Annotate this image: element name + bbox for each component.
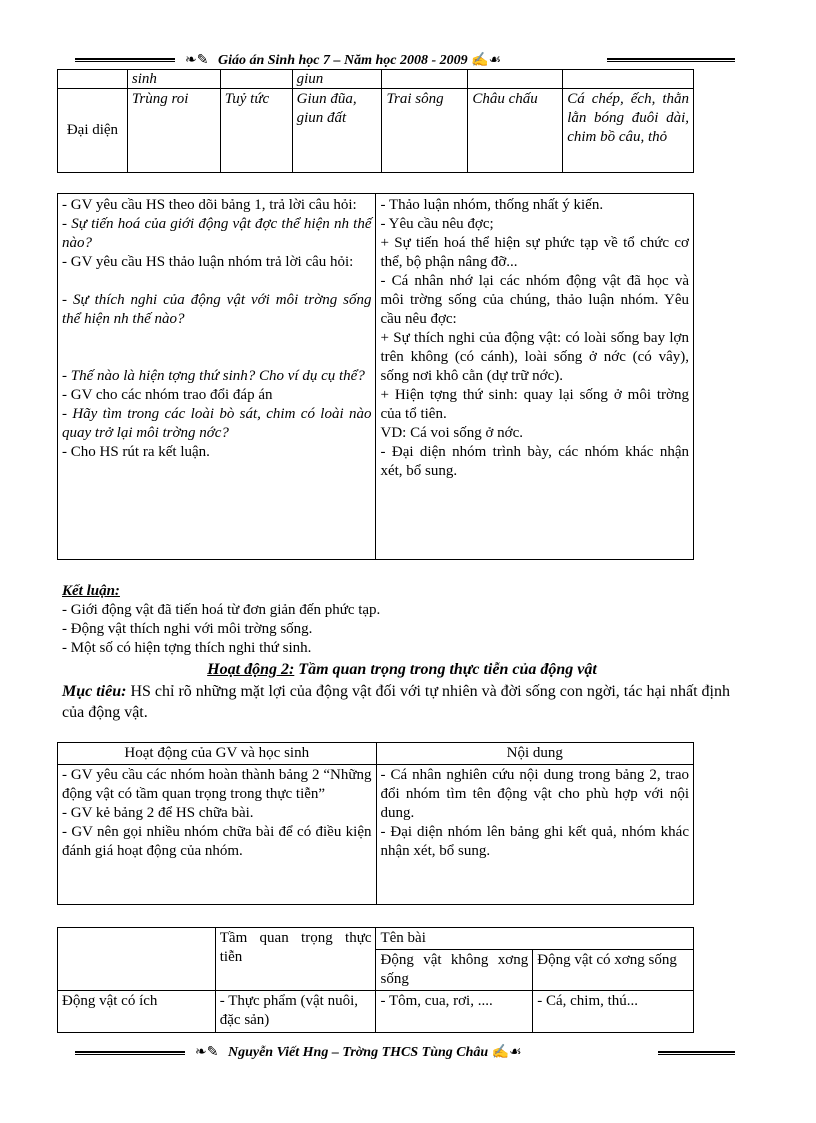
importance-table [57, 927, 694, 1033]
table-cell [220, 70, 292, 89]
teacher-question: - Sự thích nghi của động vật với môi trờng sống thể hiện nh thế nào? [62, 292, 372, 327]
content-line: - Đại diện nhóm lên bảng ghi kết quả, nhóm khác nhận xét, bổ sung. [380, 824, 689, 859]
student-line: - Cá nhân nhớ lại các nhóm động vật đã học và môi trờng sống của chúng, thảo luận nhóm. Yêu cầu nêu đợc: [380, 273, 689, 327]
cell-vertebrates: - Cá, chim, thú... [533, 991, 694, 1033]
student-line: + Hiện tợng thứ sinh: quay lại sống ở môi trờng của tổ tiên. [380, 387, 689, 422]
cell-invertebrates: - Tôm, cua, rơi, .... [376, 991, 533, 1033]
row-label-dai-dien: Đại diện [58, 89, 128, 173]
header-ornament-right: ✍☙ [471, 53, 502, 68]
footer-author: Nguyễn Viết Hng – Trờng THCS Tùng Châu [227, 1045, 489, 1060]
table-cell [382, 70, 468, 89]
teacher-activities-cell [58, 194, 376, 560]
student-line: - Đại diện nhóm trình bày, các nhóm khác nhận xét, bổ sung. [380, 444, 689, 479]
column-header-content: Nội dung [376, 743, 694, 765]
table-cell: Cá chép, ếch, thằn lằn bóng đuôi dài, chim bồ câu, thỏ [563, 89, 694, 173]
student-line: - Yêu cầu nêu đợc; [380, 216, 494, 232]
organism-table [57, 69, 694, 173]
header-invertebrates: Động vật không xơng sống [376, 950, 533, 991]
goal-text: HS chỉ rõ những mặt lợi của động vật đối với tự nhiên và đời sống con ngời, tác hại nhất định của động vật. [62, 683, 730, 721]
header-rule-right [607, 58, 735, 62]
student-line: - Thảo luận nhóm, thống nhất ý kiến. [380, 197, 604, 213]
activity2-goal [62, 681, 752, 723]
teacher-line: - Cho HS rút ra kết luận. [62, 444, 210, 460]
table-cell: sinh [127, 70, 220, 89]
student-line: VD: Cá voi sống ở nớc. [380, 425, 524, 441]
activity2-title: Tầm quan trọng trong thực tiễn của động vật [294, 661, 597, 678]
column-header-teacher: Hoạt động của GV và học sinh [58, 743, 377, 765]
conclusion-block [62, 582, 722, 658]
student-line: + Sự thích nghi của động vật: có loài sống bay lợn trên không (có cánh), loài sống ở nớc (có vây), sống nơi khô cằn (dự trữ nớc). [380, 330, 689, 384]
header-importance: Tầm quan trọng thực tiễn [215, 928, 376, 991]
footer-ornament-right: ✍☙ [491, 1045, 522, 1060]
conclusion-item: - Động vật thích nghi với môi trờng sống. [62, 621, 313, 637]
conclusion-title: Kết luận: [62, 583, 120, 599]
page-header [185, 52, 501, 69]
header-vertebrates: Động vật có xơng sống [533, 950, 694, 991]
page-footer [195, 1044, 522, 1061]
footer-rule-left [75, 1051, 185, 1055]
activity2-table [57, 742, 694, 905]
conclusion-item: - Giới động vật đã tiến hoá từ đơn giản đến phức tạp. [62, 602, 381, 618]
teacher-question: - Sự tiến hoá của giới động vật đợc thể hiện nh thế nào? [62, 216, 372, 251]
activity2-heading [62, 660, 742, 680]
table-cell: Trai sông [382, 89, 468, 173]
table-cell [468, 70, 563, 89]
row-label-useful: Động vật có ích [58, 991, 216, 1033]
goal-label: Mục tiêu: [62, 683, 127, 700]
student-activities-cell [376, 194, 694, 560]
footer-rule-right [658, 1051, 735, 1055]
table-cell [58, 70, 128, 89]
teacher-question: - Hãy tìm trong các loài bò sát, chim có loài nào quay trở lại môi trờng nớc? [62, 406, 372, 441]
activity1-table [57, 193, 694, 560]
header-name: Tên bài [376, 928, 694, 950]
table-cell: Châu chấu [468, 89, 563, 173]
header-ornament-left: ❧✎ [185, 53, 209, 68]
table-cell: Tuỷ tức [220, 89, 292, 173]
teacher-line: - GV kẻ bảng 2 để HS chữa bài. [62, 805, 254, 821]
content-line: - Cá nhân nghiên cứu nội dung trong bảng 2, trao đổi nhóm tìm tên động vật cho phù hợp với nội dung. [380, 767, 689, 821]
teacher-line: - GV yêu cầu các nhóm hoàn thành bảng 2 “Những động vật có tầm quan trọng trong thực tiễn” [62, 767, 372, 802]
teacher-line: - GV cho các nhóm trao đổi đáp án [62, 387, 273, 403]
table-cell: Giun đũa, giun đất [292, 89, 382, 173]
activity2-label: Hoạt động 2: [207, 661, 295, 678]
header-title: Giáo án Sinh học 7 – Năm học 2008 - 2009 [217, 53, 468, 68]
table-corner [58, 928, 216, 991]
teacher-question: - Thế nào là hiện tợng thứ sinh? Cho ví dụ cụ thể? [62, 368, 365, 384]
table-cell: Trùng roi [127, 89, 220, 173]
conclusion-item: - Một số có hiện tợng thích nghi thứ sinh. [62, 640, 312, 656]
teacher-activities-cell [58, 765, 377, 905]
teacher-line: - GV nên gọi nhiều nhóm chữa bài để có điều kiện đánh giá hoạt động của nhóm. [62, 824, 372, 859]
table-cell: giun [292, 70, 382, 89]
header-rule-left [75, 58, 175, 62]
cell-importance: - Thực phẩm (vật nuôi, đặc sản) [215, 991, 376, 1033]
footer-ornament-left: ❧✎ [195, 1045, 219, 1060]
content-cell [376, 765, 694, 905]
teacher-line: - GV yêu cầu HS thảo luận nhóm trả lời câu hỏi: [62, 254, 354, 270]
table-cell [563, 70, 694, 89]
student-line: + Sự tiến hoá thể hiện sự phức tạp về tổ chức cơ thể, bộ phận nâng đỡ... [380, 235, 689, 270]
teacher-line: - GV yêu cầu HS theo dõi bảng 1, trả lời câu hỏi: [62, 197, 357, 213]
